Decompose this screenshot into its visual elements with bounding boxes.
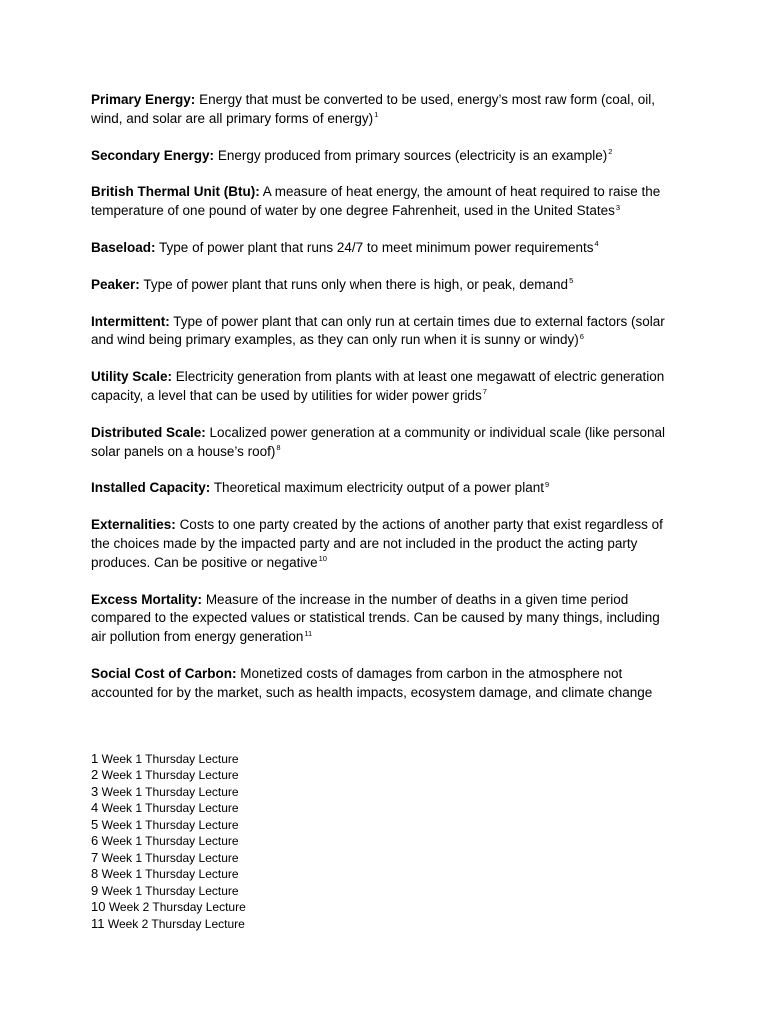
definition-term: Distributed Scale: [91, 424, 206, 440]
definition [91, 239, 678, 258]
footnote-text: Week 1 Thursday Lecture [101, 883, 239, 898]
definition-text: Costs to one party created by the actions of another party that exist regardless of the choices made by the impacted party and are not included in the product the acting party produces. Can be positive or negative [91, 517, 663, 570]
definition [91, 91, 678, 129]
footnote-ref[interactable]: 2 [608, 147, 613, 157]
definition-term: Baseload: [91, 239, 156, 255]
footnote-text: Week 1 Thursday Lecture [101, 817, 239, 832]
footnote [91, 767, 678, 784]
definition [91, 591, 678, 647]
footnote-number: 8 [91, 866, 99, 882]
footnote-text: Week 2 Thursday Lecture [107, 916, 245, 931]
footnote-number: 6 [91, 833, 99, 849]
footnote [91, 899, 678, 916]
footnote-ref[interactable]: 7 [482, 387, 487, 397]
footnote-ref[interactable]: 4 [594, 239, 599, 249]
definition-text: Type of power plant that runs only when there is high, or peak, demand [143, 276, 569, 292]
footnote [91, 833, 678, 850]
footnote-text: Week 1 Thursday Lecture [101, 801, 239, 816]
definition-text: Energy that must be converted to be used, energy’s most raw form (coal, oil, wind, and solar are all primary forms of energy) [91, 92, 656, 126]
footnote-ref[interactable]: 8 [276, 443, 281, 453]
footnote-text: Week 1 Thursday Lecture [101, 751, 239, 766]
definition-text: Monetized costs of damages from carbon in the atmosphere not accounted for by the market, such as health impacts, ecosystem damage, and climate change [91, 665, 653, 700]
definition [91, 147, 678, 166]
definition-term: Peaker: [91, 276, 140, 292]
definition-term: Secondary Energy: [91, 147, 215, 163]
footnote-text: Week 2 Thursday Lecture [108, 900, 246, 915]
definition [91, 276, 678, 295]
definition-term: Social Cost of Carbon: [91, 665, 237, 681]
definition-term: Installed Capacity: [91, 480, 211, 496]
footnote [91, 850, 678, 867]
footnote-ref[interactable]: 11 [304, 628, 313, 638]
definition [91, 516, 678, 572]
footnote-ref[interactable]: 1 [374, 110, 379, 120]
footnote-number: 11 [91, 915, 105, 931]
definition-text: A measure of heat energy, the amount of heat required to raise the temperature of one pound of water by one degree Fahrenheit, used in the United States [91, 184, 661, 219]
definition-text: Theoretical maximum electricity output of a power plant [213, 480, 544, 496]
definition [91, 665, 678, 703]
footnote [91, 916, 678, 933]
footnote-ref[interactable]: 10 [318, 554, 327, 564]
definition-text: Energy produced from primary sources (electricity is an example) [217, 147, 608, 163]
footnote-number: 3 [91, 783, 99, 799]
definition [91, 313, 678, 351]
footnote-text: Week 1 Thursday Lecture [101, 834, 239, 849]
footnote-number: 9 [91, 882, 99, 898]
footnote [91, 751, 678, 768]
definition-term: Excess Mortality: [91, 591, 203, 607]
footnote-number: 4 [91, 800, 99, 816]
footnote-ref[interactable]: 3 [615, 202, 621, 212]
footnote [91, 784, 678, 801]
footnote-ref[interactable]: 5 [569, 276, 574, 286]
definition-term: Primary Energy: [91, 92, 196, 107]
definition-text: Localized power generation at a community or individual scale (like personal solar panels on a house’s roof) [91, 424, 666, 459]
footnote-number: 7 [91, 849, 99, 865]
footnote [91, 866, 678, 883]
footnote-number: 1 [91, 750, 99, 766]
definition [91, 479, 678, 498]
definitions-list [91, 91, 678, 703]
footnote [91, 800, 678, 817]
footnote-number: 5 [91, 816, 99, 832]
definition [91, 368, 678, 406]
definition-term: Utility Scale: [91, 369, 173, 385]
definition-text: Measure of the increase in the number of deaths in a given time period compared to the expected values or statistical trends. Can be caused by many things, including air pollution from energy generation [91, 591, 660, 645]
definition [91, 183, 678, 221]
footnote-ref[interactable]: 9 [544, 479, 550, 489]
definition-text: Electricity generation from plants with at least one megawatt of electric generation capacity, a level that can be used by utilities for wider power grids [91, 369, 665, 403]
footnote-number: 2 [91, 767, 99, 783]
footnote-text: Week 1 Thursday Lecture [101, 850, 239, 865]
definition-text: Type of power plant that can only run at certain times due to external factors (solar and wind being primary examples, as they can only run when it is sunny or windy) [91, 313, 665, 348]
footnote-text: Week 1 Thursday Lecture [101, 867, 239, 882]
footnote-text: Week 1 Thursday Lecture [101, 784, 239, 799]
footnote [91, 817, 678, 834]
footnote-number: 10 [91, 899, 106, 915]
footnotes-list [91, 751, 678, 933]
footnote-ref[interactable]: 6 [579, 331, 584, 341]
footnote-text: Week 1 Thursday Lecture [101, 768, 239, 783]
definition [91, 424, 678, 462]
definition-term: British Thermal Unit (Btu): [91, 184, 260, 200]
footnote [91, 883, 678, 900]
definition-text: Type of power plant that runs 24/7 to meet minimum power requirements [159, 239, 594, 255]
definition-term: Externalities: [91, 517, 176, 533]
definition-term: Intermittent: [91, 313, 170, 329]
